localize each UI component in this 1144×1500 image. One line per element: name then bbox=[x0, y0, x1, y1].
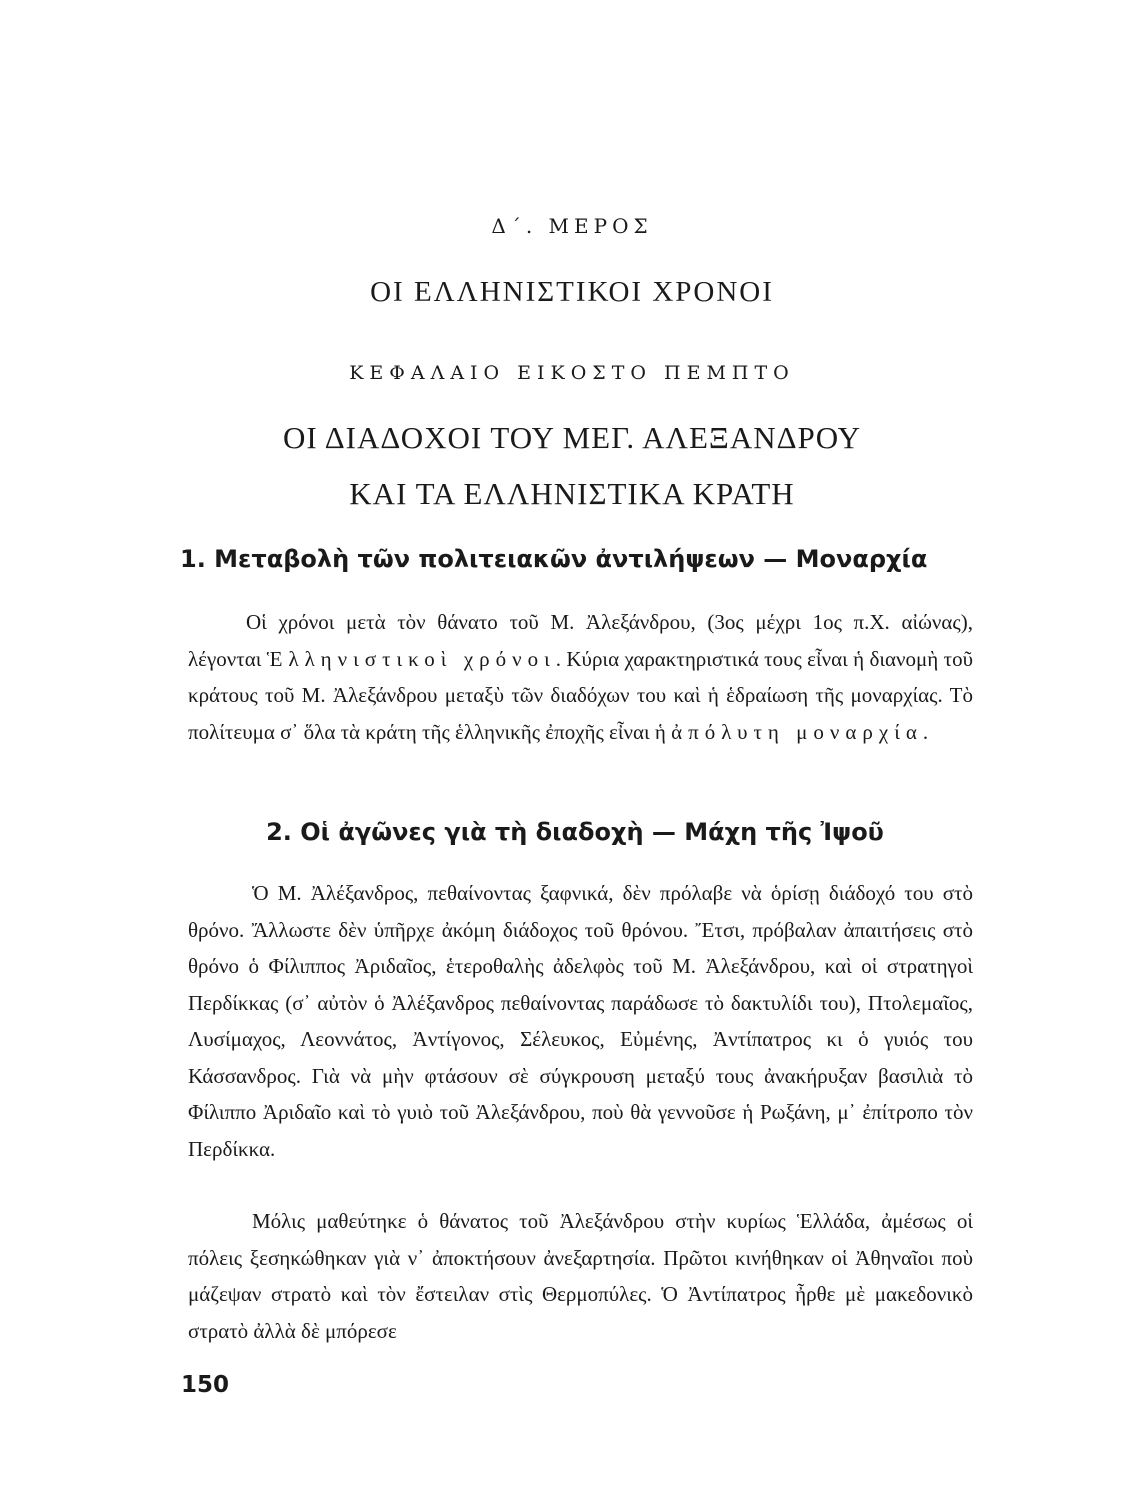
paragraph-text: Οἱ χρόνοι μετὰ τὸν θάνατο τοῦ Μ. Ἀλεξάνδρου, (3ος μέχρι 1ος π.Χ. αἰώνας), λέγονται bbox=[188, 610, 973, 671]
emphasis-text: Ἑλληνιστικοὶ χρόνοι bbox=[266, 646, 556, 671]
chapter-label: ΚΕΦΑΛΑΙΟ ΕΙΚΟΣΤΟ ΠΕΜΠΤΟ bbox=[349, 362, 795, 384]
page-number: 150 bbox=[181, 1372, 230, 1398]
emphasis-text: ἀπόλυτη μοναρχία bbox=[671, 719, 923, 744]
section-2-paragraph-2: Μόλις μαθεύτηκε ὁ θάνατος τοῦ Ἀλεξάνδρου στὴν κυρίως Ἑλλάδα, ἀμέσως οἱ πόλεις ξεσηκώθηκαν γιὰ ν᾽ ἀποκτήσουν ἀνεξαρτησία. Πρῶτοι κινήθηκαν οἱ Ἀθηναῖοι ποὺ μάζεψαν στρατὸ καὶ τὸν ἔστειλαν στὶς Θερμοπύλες. Ὁ Ἀντίπατρος ἦρθε μὲ μακεδονικὸ στρατὸ ἀλλὰ δὲ μπόρεσε bbox=[188, 1209, 973, 1343]
section-2-paragraph-1: Ὁ Μ. Ἀλέξανδρος, πεθαίνοντας ξαφνικά, δὲν πρόλαβε νὰ ὁρίσῃ διάδοχό του στὸ θρόνο. Ἄλλωστε δὲν ὑπῆρχε ἀκόμη διάδοχος τοῦ θρόνου. Ἔτσι, πρόβαλαν ἀπαιτήσεις στὸ θρόνο ὁ Φίλιππος Ἀριδαῖος, ἑτεροθαλὴς ἀδελφὸς τοῦ Μ. Ἀλεξάνδρου, καὶ οἱ στρατηγοὶ Περδίκκας (σ᾽ αὐτὸν ὁ Ἀλέξανδρος πεθαίνοντας παράδωσε τὸ δακτυλίδι του), Πτολεμαῖος, Λυσίμαχος, Λεοννάτος, Ἀντίγονος, Σέλευκος, Εὐμένης, Ἀντίπατρος κι ὁ γυιός του Κάσσανδρος. Γιὰ νὰ μὴν φτάσουν σὲ σύγκρουση μεταξύ τους ἀνακήρυξαν βασιλιὰ τὸ Φίλιππο Ἀριδαῖο καὶ τὸ γυιὸ τοῦ Ἀλεξάνδρου, ποὺ θὰ γεννοῦσε ἡ Ρωξάνη, μ᾽ ἐπίτροπο τὸν Περδίκκα. bbox=[188, 881, 973, 1161]
part-title: ΟΙ ΕΛΛΗΝΙΣΤΙΚΟΙ ΧΡΟΝΟΙ bbox=[370, 276, 774, 308]
chapter-title-line-1: ΟΙ ΔΙΑΔΟΧΟΙ ΤΟΥ ΜΕΓ. ΑΛΕΞΑΝΔΡΟΥ bbox=[282, 420, 862, 455]
section-1-heading: 1. Μεταβολὴ τῶν πολιτειακῶν ἀντιλήψεων — Μοναρχία bbox=[180, 545, 928, 573]
part-label: Δ΄. ΜΕΡΟΣ bbox=[491, 214, 653, 238]
paragraph-text: . Κύρια χαρακτηριστικά τους εἶναι ἡ διανομὴ τοῦ κράτους τοῦ Μ. Ἀλεξάνδρου μεταξὺ τῶν διαδόχων του καὶ ἡ ἑδραίωση τῆς μοναρχίας. Τὸ πολίτευμα σ᾽ ὅλα τὰ κράτη τῆς ἑλληνικῆς ἐποχῆς εἶναι ἡ bbox=[188, 646, 973, 744]
section-1-paragraph bbox=[188, 604, 973, 750]
chapter-title-line-2: ΚΑΙ ΤΑ ΕΛΛΗΝΙΣΤΙΚΑ ΚΡΑΤΗ bbox=[349, 476, 795, 511]
paragraph-text: . bbox=[922, 719, 929, 744]
section-2-heading: 2. Οἱ ἀγῶνες γιὰ τὴ διαδοχὴ — Μάχη τῆς Ἰψοῦ bbox=[266, 818, 884, 846]
